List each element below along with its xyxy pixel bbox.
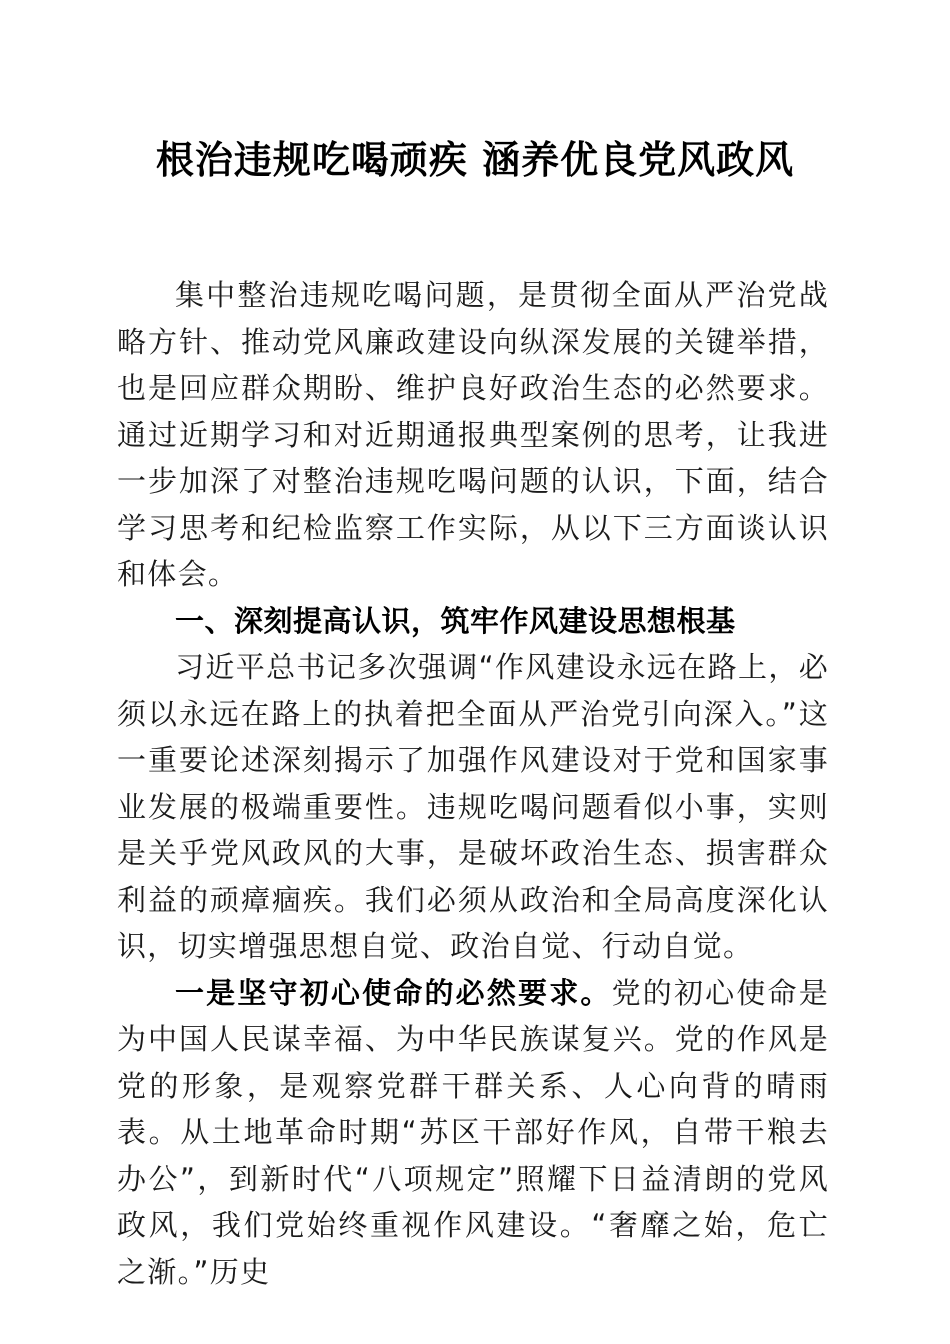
section-1-paragraph: 习近平总书记多次强调“作风建设永远在路上，必须以永远在路上的执着把全面从严治党引向深入。”这一重要论述深刻揭示了加强作风建设对于党和国家事业发展的极端重要性。违规吃喝问题看似小事，实则是关乎党风政风的大事，是破坏政治生态、损害群众利益的顽瘴痼疾。我们必须从政治和全局高度深化认识，切实增强思想自觉、政治自觉、行动自觉。 bbox=[117, 650, 829, 963]
point-1-paragraph bbox=[117, 970, 829, 1296]
document-body bbox=[117, 272, 829, 1295]
point-1-text: 党的初心使命是为中国人民谋幸福、为中华民族谋复兴。党的作风是党的形象，是观察党群干群关系、人心向背的晴雨表。从土地革命时期“苏区干部好作风，自带干粮去办公”，到新时代“八项规定”照耀下日益清朗的党风政风，我们党始终重视作风建设。“奢靡之始，危亡之渐。”历史 bbox=[117, 975, 830, 1289]
point-1-lead: 一是坚守初心使命的必然要求。 bbox=[175, 975, 612, 1010]
section-heading-1: 一、深刻提高认识，筑牢作风建设思想根基 bbox=[175, 603, 736, 638]
intro-paragraph: 集中整治违规吃喝问题，是贯彻全面从严治党战略方针、推动党风廉政建设向纵深发展的关键举措，也是回应群众期盼、维护良好政治生态的必然要求。通过近期学习和对近期通报典型案例的思考，让我进一步加深了对整治违规吃喝问题的认识，下面，结合学习思考和纪检监察工作实际，从以下三方面谈认识和体会。 bbox=[117, 278, 829, 591]
document-title: 根治违规吃喝顽疾 涵养优良党风政风 bbox=[155, 137, 795, 182]
